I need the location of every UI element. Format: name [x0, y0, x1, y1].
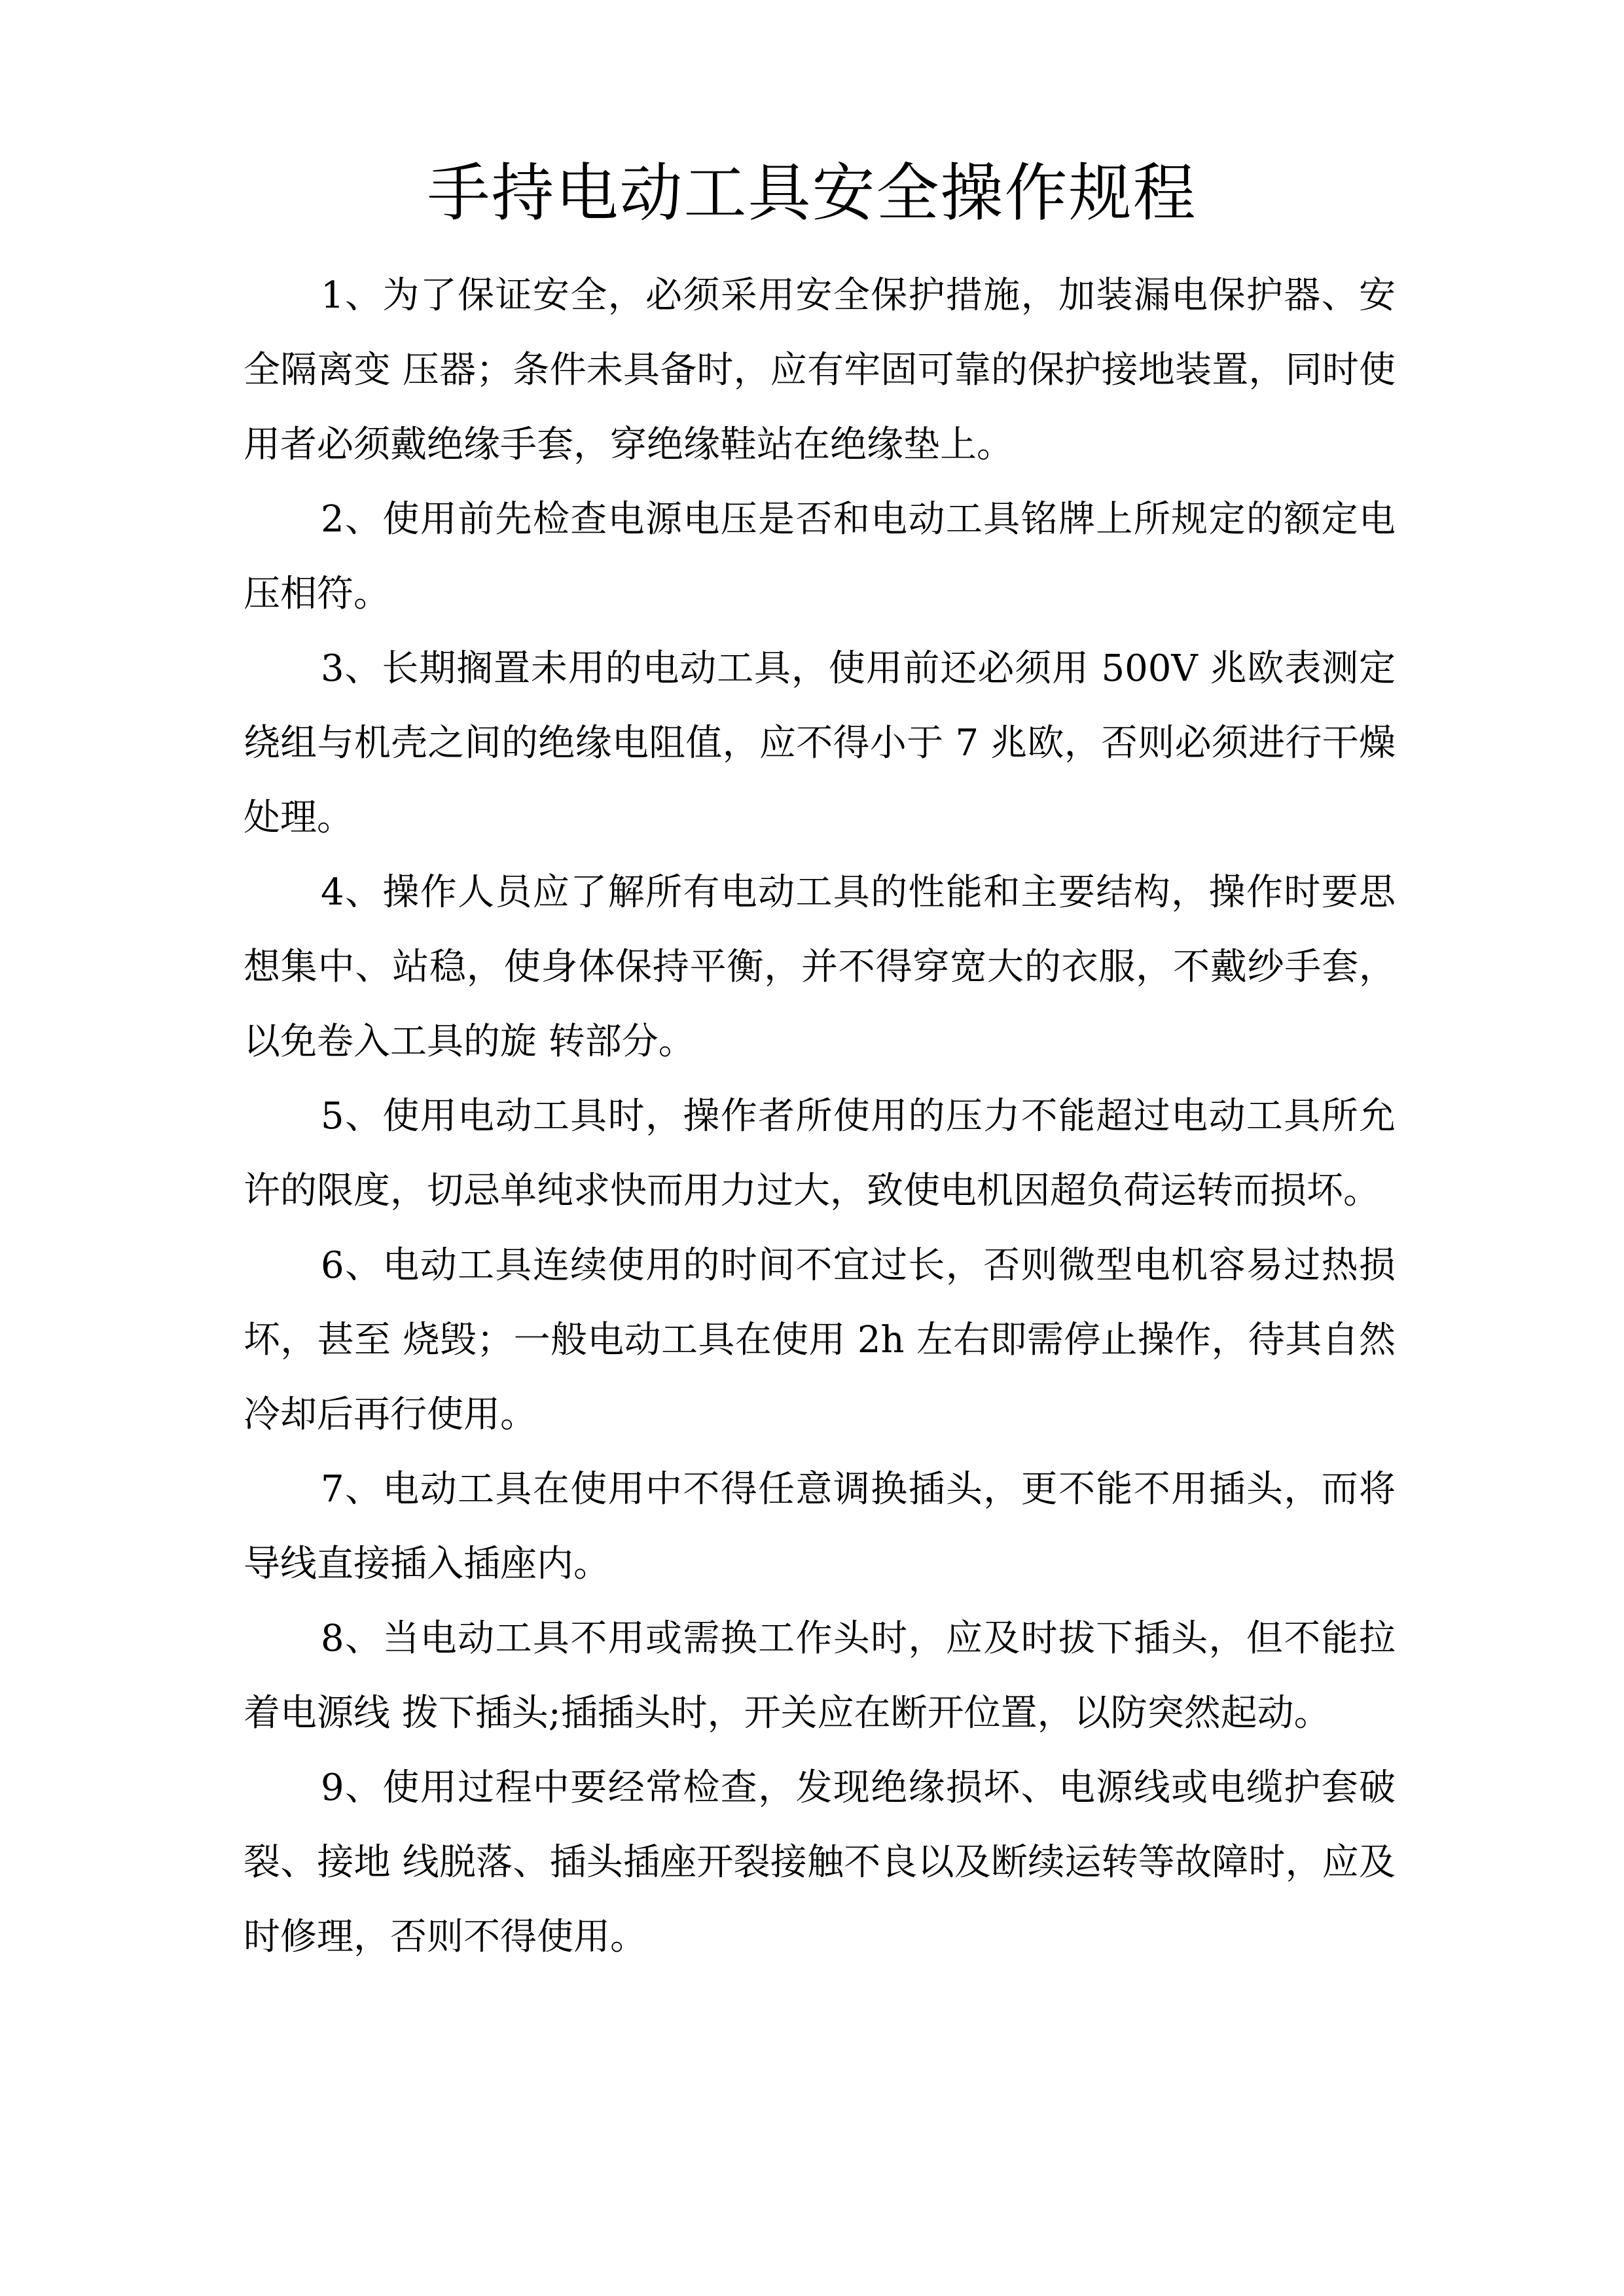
clause-2: 2、使用前先检查电源电压是否和电动工具铭牌上所规定的额定电压相符。 — [244, 498, 1396, 615]
clause-8: 8、当电动工具不用或需换工作头时，应及时拔下插头，但不能拉着电源线 拨下插头;插插头时，开关应在断开位置，以防突然起动。 — [244, 1617, 1396, 1734]
document-title: 手持电动工具安全操作规程 — [427, 156, 1197, 230]
document-body — [244, 259, 1396, 1975]
clause-3: 3、长期搁置未用的电动工具，使用前还必须用 500V 兆欧表测定绕组与机壳之间的绝缘电阻值，应不得小于 7 兆欧，否则必须进行干燥处理。 — [244, 647, 1396, 839]
clause-1: 1、为了保证安全，必须采用安全保护措施，加装漏电保护器、安全隔离变 压器；条件未具备时，应有牢固可靠的保护接地装置，同时使用者必须戴绝缘手套，穿绝缘鞋站在绝缘垫上。 — [244, 274, 1396, 466]
clause-5: 5、使用电动工具时，操作者所使用的压力不能超过电动工具所允许的限度，切忌单纯求快而用力过大，致使电机因超负荷运转而损坏。 — [244, 1095, 1396, 1212]
clause-4: 4、操作人员应了解所有电动工具的性能和主要结构，操作时要思想集中、站稳，使身体保持平衡，并不得穿宽大的衣服，不戴纱手套，以免卷入工具的旋 转部分。 — [244, 871, 1396, 1063]
clause-9: 9、使用过程中要经常检查，发现绝缘损坏、电源线或电缆护套破裂、接地 线脱落、插头插座开裂接触不良以及断续运转等故障时，应及时修理，否则不得使用。 — [244, 1767, 1396, 1958]
clause-6: 6、电动工具连续使用的时间不宜过长，否则微型电机容易过热损坏，甚至 烧毁；一般电动工具在使用 2h 左右即需停止操作，待其自然冷却后再行使用。 — [244, 1244, 1396, 1436]
clause-7: 7、电动工具在使用中不得任意调换插头，更不能不用插头，而将导线直接插入插座内。 — [244, 1468, 1396, 1585]
